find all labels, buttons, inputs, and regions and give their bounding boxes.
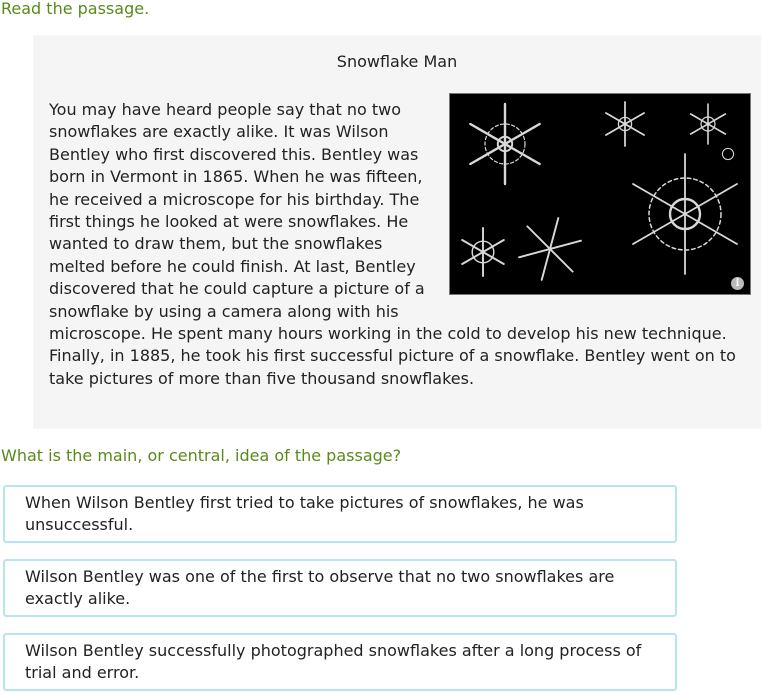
snowflake-photo [449,93,751,295]
info-icon[interactable]: i [731,277,744,290]
answer-choice-3[interactable]: Wilson Bentley successfully photographed snowflakes after a long process of trial and error. [3,633,677,691]
answer-choice-1[interactable]: When Wilson Bentley first tried to take pictures of snowflakes, he was unsuccessful. [3,485,677,543]
passage-box [33,35,761,429]
passage-title: Snowflake Man [336,52,458,71]
passage-body [49,99,751,390]
passage-text: You may have heard people say that no two snowflakes are exactly alike. It was Wilson Bentley who first discovered this. Bentley was born in Vermont in 1865. When he was fifteen, he received a microscope for his birthday. The first things he looked at were snowflakes. He wanted to draw them, but the snowflakes melted before he could finish. At last, Bentley discovered that he could capture a picture of a snowflake by using a camera along with his microscope. He spent many hours working in the cold to develop his new technique. Finally, in 1885, he took his first successful picture of a snowflake. Bentley went on to take pictures of more than five thousand snowflakes. [49,100,736,388]
snowflakes-image [450,94,750,294]
instruction: Read the passage. [1,0,150,18]
question-prompt: What is the main, or central, idea of the passage? [1,446,402,465]
answer-choice-2[interactable]: Wilson Bentley was one of the first to observe that no two snowflakes are exactly alike. [3,559,677,617]
